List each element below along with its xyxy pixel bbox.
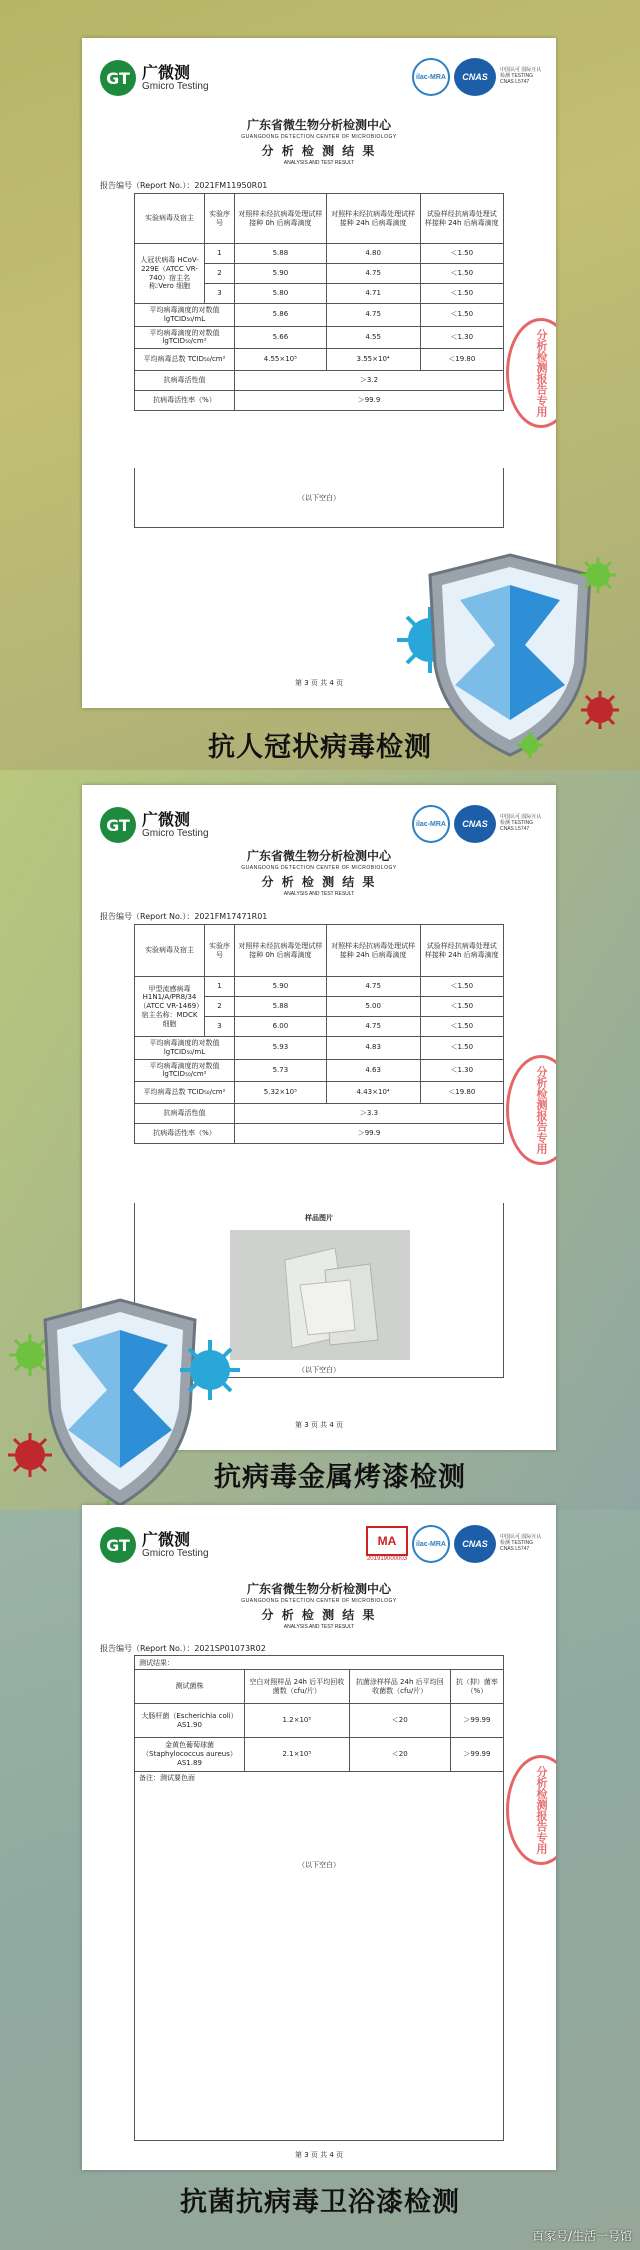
col-header: 对照样未经抗病毒处理试样接种 24h 后病毒滴度	[326, 925, 420, 977]
cell: 5.93	[235, 1037, 327, 1060]
report-number: 报告编号（Report No.）：2021SP01073R02	[100, 1644, 266, 1653]
blank-note: （以下空白）	[298, 1366, 340, 1374]
blank-note: （以下空白）	[298, 1861, 340, 1869]
report-page-3	[82, 1505, 556, 2170]
cma-number: 201919000003	[366, 1556, 408, 1562]
cma-icon: MA	[366, 1526, 408, 1556]
cell: 4.55×10⁵	[235, 349, 327, 371]
cnas-icon: CNAS	[454, 58, 496, 96]
cnas-icon: CNAS	[454, 805, 496, 843]
center-name-en: GUANGDONG DETECTION CENTER OF MICROBIOLOGY	[241, 134, 397, 140]
cell: 3.55×10⁴	[326, 349, 420, 371]
cell: 4.43×10⁴	[326, 1082, 420, 1104]
col-header: 抗（抑）菌率（%）	[450, 1670, 503, 1704]
report-header	[82, 116, 556, 166]
ilac-mra-icon: ilac-MRA	[412, 1525, 450, 1563]
row-label: 平均病毒滴度的对数值 lgTCID₅₀/cm²	[135, 326, 235, 349]
col-header: 实验病毒及宿主	[135, 925, 205, 977]
cell: 5.86	[235, 304, 327, 327]
cnas-note: 中国认可 国际互认 检测 TESTING CNAS L5747	[500, 67, 542, 85]
report-title-en: ANALYSIS AND TEST RESULT	[283, 1624, 355, 1630]
caption-1: 抗人冠状病毒检测	[208, 732, 432, 763]
cell: ＜19.80	[420, 1082, 503, 1104]
cell: ＜1.50	[420, 264, 503, 284]
official-stamp: 分析检测报告专用	[506, 1755, 556, 1865]
cell: 5.00	[326, 997, 420, 1017]
cell: ＜1.30	[420, 1059, 503, 1082]
cell: 6.00	[235, 1017, 327, 1037]
lab-name-en: Gmicro Testing	[142, 1548, 209, 1560]
page-number: 第 3 页 共 4 页	[294, 679, 344, 687]
cell: ＞99.9	[235, 1124, 504, 1144]
col-header: 实验序号	[205, 925, 235, 977]
cell: 4.83	[326, 1037, 420, 1060]
virus-icon	[180, 1340, 240, 1400]
cell: 2	[205, 997, 235, 1017]
page-number: 第 3 页 共 4 页	[294, 1421, 344, 1429]
cell: 4.75	[326, 304, 420, 327]
virus-icon	[580, 557, 616, 593]
cell: 2.1×10⁵	[245, 1738, 350, 1772]
ilac-mra-icon: ilac-MRA	[412, 58, 450, 96]
cell: ＜1.50	[420, 244, 503, 264]
cell: ＞99.99	[450, 1704, 503, 1738]
cnas-note: 中国认可 国际互认 检测 TESTING CNAS L5747	[500, 1534, 542, 1552]
report-header	[82, 1580, 556, 1630]
cell: 5.90	[235, 264, 327, 284]
col-header: 试验样经抗病毒处理试样接种 24h 后病毒滴度	[420, 194, 503, 244]
virus-host: 人冠状病毒 HCoV-229E（ATCC VR-740）宿主名称:Vero 细胞	[135, 244, 205, 304]
gt-logo-icon: GT	[100, 1527, 136, 1563]
center-name-en: GUANGDONG DETECTION CENTER OF MICROBIOLOGY	[241, 865, 397, 871]
row-label: 抗病毒活性值	[135, 1104, 235, 1124]
cell: ＜1.50	[420, 1017, 503, 1037]
cell: 4.75	[326, 977, 420, 997]
virus-results-table	[134, 193, 504, 411]
cell: 5.80	[235, 284, 327, 304]
col-header: 实验病毒及宿主	[135, 194, 205, 244]
section-label: 测试结果：	[134, 1655, 504, 1669]
page-number: 第 3 页 共 4 页	[294, 2151, 344, 2159]
col-header: 试验样经抗病毒处理试样接种 24h 后病毒滴度	[420, 925, 503, 977]
col-header: 对照样未经抗病毒处理试样接种 0h 后病毒滴度	[235, 194, 327, 244]
caption-3: 抗菌抗病毒卫浴漆检测	[180, 2187, 460, 2218]
row-label: 抗病毒活性率（%）	[135, 391, 235, 411]
ilac-mra-icon: ilac-MRA	[412, 805, 450, 843]
cell: 5.73	[235, 1059, 327, 1082]
accreditation-marks	[366, 1525, 542, 1563]
cnas-icon: CNAS	[454, 1525, 496, 1563]
cell: 4.80	[326, 244, 420, 264]
cell: ＜1.50	[420, 997, 503, 1017]
cell: 4.71	[326, 284, 420, 304]
col-header: 实验序号	[205, 194, 235, 244]
cell: ＜20	[349, 1704, 450, 1738]
cell: ＞3.2	[235, 371, 504, 391]
col-header: 测试菌株	[135, 1670, 245, 1704]
cell: ＜1.30	[420, 326, 503, 349]
lab-name-en: Gmicro Testing	[142, 828, 209, 840]
cell: 5.88	[235, 244, 327, 264]
virus-results-table	[134, 924, 504, 1144]
cell: ＜1.50	[420, 1037, 503, 1060]
col-header: 对照样未经抗病毒处理试样接种 24h 后病毒滴度	[326, 194, 420, 244]
strain-name: 大肠杆菌（Escherichia coli）AS1.90	[135, 1704, 245, 1738]
cell: 5.32×10⁵	[235, 1082, 327, 1104]
lab-logo	[100, 807, 209, 843]
report-header	[82, 847, 556, 897]
row-label: 平均病毒滴度的对数值 lgTCID₅₀/cm²	[135, 1059, 235, 1082]
gt-logo-icon: GT	[100, 60, 136, 96]
cell: ＜19.80	[420, 349, 503, 371]
col-header: 空白对照样品 24h 后平均回收菌数（cfu/片）	[245, 1670, 350, 1704]
row-label: 平均病毒滴度的对数值 lgTCID₅₀/mL	[135, 304, 235, 327]
row-label: 抗病毒活性率（%）	[135, 1124, 235, 1144]
cell: 4.75	[326, 1017, 420, 1037]
report-number: 报告编号（Report No.）：2021FM17471R01	[100, 912, 268, 921]
lab-name-cn: 广微测	[142, 809, 191, 829]
cell: 5.90	[235, 977, 327, 997]
caption-2: 抗病毒金属烤漆检测	[214, 1462, 466, 1493]
report-number: 报告编号（Report No.）：2021FM11950R01	[100, 181, 268, 190]
bacteria-results-table	[134, 1669, 504, 1772]
virus-icon	[581, 691, 619, 729]
official-stamp: 分析检测报告专用	[506, 318, 556, 428]
sample-label: 样品图片	[305, 1214, 333, 1222]
remarks-note: 备注：测试要色面	[139, 1774, 195, 1782]
lab-logo	[100, 60, 209, 96]
strain-name: 金黄色葡萄球菌（Staphylococcus aureus）AS1.89	[135, 1738, 245, 1772]
row-label: 平均病毒滴度的对数值 lgTCID₅₀/mL	[135, 1037, 235, 1060]
cnas-note: 中国认可 国际互认 检测 TESTING CNAS L5747	[500, 814, 542, 832]
report-title-en: ANALYSIS AND TEST RESULT	[283, 160, 355, 166]
accreditation-marks	[412, 58, 542, 96]
watermark: 百家号/生活一号馆	[531, 2229, 632, 2243]
remarks-area	[134, 1771, 504, 2141]
center-name: 广东省微生物分析检测中心	[246, 1582, 391, 1596]
sample-photo	[230, 1230, 410, 1360]
center-name-en: GUANGDONG DETECTION CENTER OF MICROBIOLOGY	[241, 1598, 397, 1604]
report-title: 分 析 检 测 结 果	[261, 1608, 377, 1622]
report-title: 分 析 检 测 结 果	[261, 144, 377, 158]
gt-logo-icon: GT	[100, 807, 136, 843]
cell: 4.63	[326, 1059, 420, 1082]
cell: 1	[205, 244, 235, 264]
row-label: 平均病毒总数 TCID₅₀/cm²	[135, 349, 235, 371]
lab-name-cn: 广微测	[142, 1529, 191, 1549]
cell: ＞99.99	[450, 1738, 503, 1772]
cell: ＜1.50	[420, 977, 503, 997]
cell: ＞3.3	[235, 1104, 504, 1124]
cell: 5.88	[235, 997, 327, 1017]
row-label: 抗病毒活性值	[135, 371, 235, 391]
center-name: 广东省微生物分析检测中心	[246, 118, 391, 132]
cell: 5.66	[235, 326, 327, 349]
virus-host: 甲型流感病毒 H1N1/A/PR8/34（ATCC VR-1469）宿主名称：MDCK 细胞	[135, 977, 205, 1037]
col-header: 抗菌涂样样品 24h 后平均回收菌数（cfu/片）	[349, 1670, 450, 1704]
row-label: 平均病毒总数 TCID₅₀/cm²	[135, 1082, 235, 1104]
accreditation-marks	[412, 805, 542, 843]
cell: 3	[205, 1017, 235, 1037]
cell: 3	[205, 284, 235, 304]
official-stamp: 分析检测报告专用	[506, 1055, 556, 1165]
report-title: 分 析 检 测 结 果	[261, 875, 377, 889]
cell: 4.75	[326, 264, 420, 284]
cell: 1	[205, 977, 235, 997]
cell: 2	[205, 264, 235, 284]
lab-logo	[100, 1527, 209, 1563]
col-header: 对照样未经抗病毒处理试样接种 0h 后病毒滴度	[235, 925, 327, 977]
cell: ＜20	[349, 1738, 450, 1772]
center-name: 广东省微生物分析检测中心	[246, 849, 391, 863]
cell: 1.2×10⁵	[245, 1704, 350, 1738]
cell: 4.55	[326, 326, 420, 349]
cell: ＜1.50	[420, 284, 503, 304]
cell: ＞99.9	[235, 391, 504, 411]
report-title-en: ANALYSIS AND TEST RESULT	[283, 891, 355, 897]
lab-name-en: Gmicro Testing	[142, 81, 209, 93]
cell: ＜1.50	[420, 304, 503, 327]
blank-note: （以下空白）	[298, 494, 340, 502]
lab-name-cn: 广微测	[142, 62, 191, 82]
